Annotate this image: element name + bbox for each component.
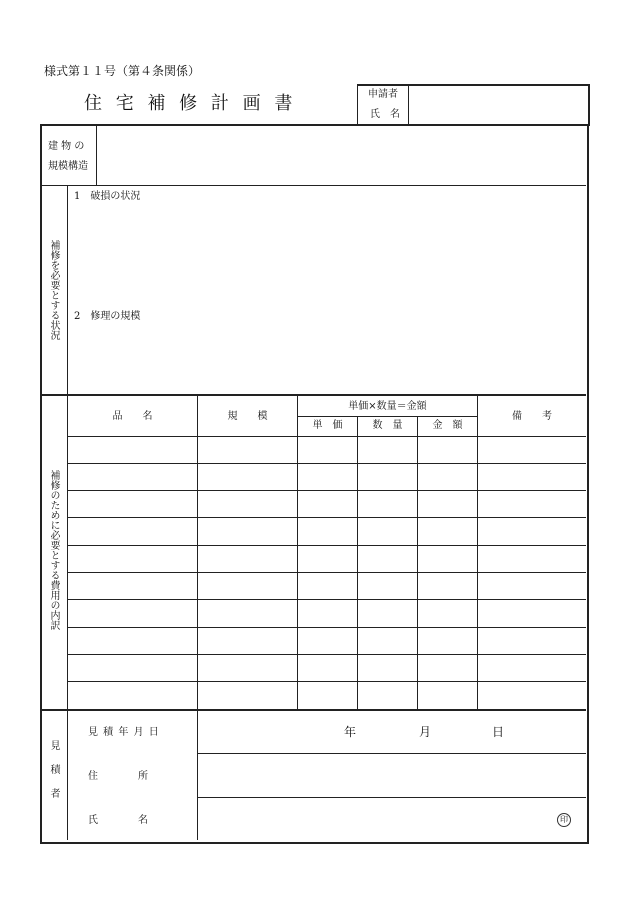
header-remarks: 備 考 [512, 411, 552, 422]
estimate-date-label: 見 積 年 月 日 [88, 727, 160, 738]
date-year-label: 年 [344, 725, 357, 739]
table-row[interactable] [68, 518, 586, 545]
table-row[interactable] [68, 437, 586, 463]
building-structure-field[interactable] [98, 127, 584, 184]
repair-scale-label: 2 修理の規模 [74, 311, 141, 322]
page-title: 住 宅 補 修 計 画 書 [84, 93, 297, 114]
table-row[interactable] [68, 464, 586, 490]
header-amount: 金 額 [432, 420, 463, 431]
name-label: 氏 名 [88, 815, 148, 826]
table-row[interactable] [68, 655, 586, 681]
header-formula: 単価×数量＝金額 [348, 401, 427, 412]
table-row[interactable] [68, 573, 586, 599]
table-row[interactable] [68, 491, 586, 517]
estimate-date-field[interactable] [199, 712, 585, 752]
name-field[interactable] [199, 799, 549, 839]
damage-situation-label: 1 破損の状況 [74, 191, 141, 202]
date-month-label: 月 [419, 725, 432, 739]
damage-situation-field[interactable] [70, 206, 582, 306]
header-unit-price: 単 価 [312, 420, 343, 431]
estimator-side-label: 見積者 [48, 740, 59, 812]
cost-breakdown-side-label: 補修のために必要とする費用の内訳 [48, 470, 59, 630]
header-quantity: 数 量 [372, 420, 403, 431]
building-label-line2: 規模構造 [48, 161, 88, 172]
table-row[interactable] [68, 628, 586, 654]
address-label: 住 所 [88, 771, 148, 782]
address-field[interactable] [199, 755, 585, 796]
applicant-label-top: 申請者 [368, 89, 398, 100]
seal-icon: 印 [557, 813, 571, 827]
header-scale: 規 模 [227, 411, 268, 422]
repair-scale-field[interactable] [70, 326, 582, 392]
table-row[interactable] [68, 546, 586, 572]
table-row[interactable] [68, 682, 586, 709]
date-day-label: 日 [492, 725, 505, 739]
building-label-line1: 建 物 の [48, 141, 85, 152]
applicant-label-bottom: 氏 名 [370, 109, 400, 120]
header-item-name: 品 名 [112, 411, 153, 422]
form-number: 様式第１１号（第４条関係） [44, 64, 201, 78]
table-row[interactable] [68, 600, 586, 627]
applicant-name-field[interactable] [410, 86, 584, 122]
repair-situation-side-label: 補修を必要とする状況 [48, 240, 59, 340]
